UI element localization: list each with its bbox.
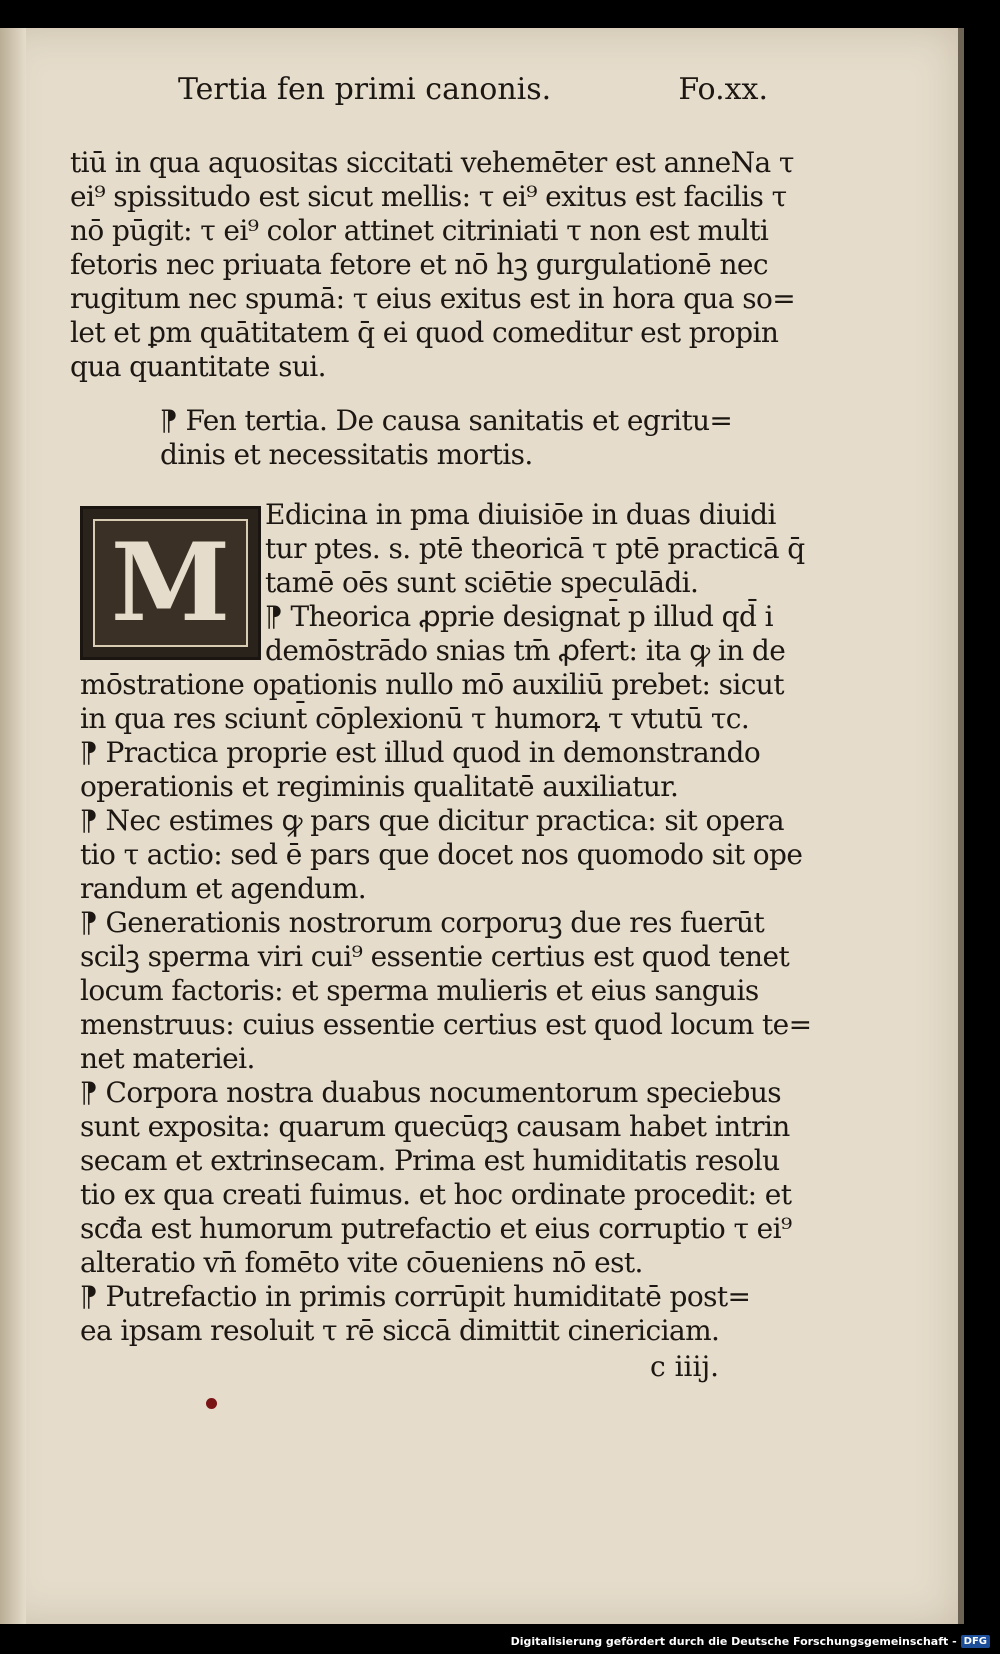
text-line: scđa est humorum putrefactio et eius corruptio τ ei⁹ <box>80 1212 792 1245</box>
text-line: let et ꝑm quātitatem q̄ ei quod comeditur est propin <box>70 316 779 349</box>
dfg-logo: DFG <box>961 1635 990 1648</box>
text-line: sunt exposita: quarum quecūqꝫ causam habet intrin <box>80 1110 790 1143</box>
text-line: qua quantitate sui. <box>70 350 326 383</box>
text-line: ⁋ Theorica ꝓprie designat̄ p illud qd̄ i <box>265 600 773 633</box>
header-title: Tertia fen primi canonis. <box>178 72 552 107</box>
text-line: ⁋ Corpora nostra duabus nocumentorum speciebus <box>80 1076 782 1109</box>
text-line: net materiei. <box>80 1042 255 1075</box>
text-line: randum et agendum. <box>80 872 367 905</box>
text-line: ⁋ Putrefactio in primis corrūpit humiditatē post= <box>80 1280 751 1313</box>
ink-dot <box>206 1398 217 1409</box>
text-line: ei⁹ spissitudo est sicut mellis: τ ei⁹ exitus est facilis τ <box>70 180 787 213</box>
text-line: operationis et regiminis qualitatē auxiliatur. <box>80 770 679 803</box>
section-rubric <box>160 404 732 472</box>
text-line: tiū in qua aquositas siccitati vehemēter est anneNa τ <box>70 146 794 179</box>
text-line: mōstratione opationis nullo mō auxiliū prebet: sicut <box>80 668 784 701</box>
text-line: menstruus: cuius essentie certius est quod locum te= <box>80 1008 812 1041</box>
footer-text: Digitalisierung gefördert durch die Deutsche Forschungsgemeinschaft - <box>510 1635 957 1648</box>
text-line: tio ex qua creati fuimus. et hoc ordinate procedit: et <box>80 1178 792 1211</box>
text-line: ⁋ Practica proprie est illud quod in demonstrando <box>80 736 761 769</box>
text-line: tamē oēs sunt sciētie speculādi. <box>265 566 699 599</box>
initial-letter: M <box>110 520 231 646</box>
page-gutter <box>0 28 26 1624</box>
opening-paragraph <box>70 146 795 384</box>
text-line: in qua res sciunt̄ cōplexionū τ humorꝝ τ vtutū τc. <box>80 702 750 735</box>
text-line: Edicina in pma diuisiōe in duas diuidi <box>265 498 776 531</box>
signature-mark: c iiij. <box>650 1350 720 1383</box>
text-line: tio τ actio: sed ē pars que docet nos quomodo sit ope <box>80 838 803 871</box>
text-line: nō pūgit: τ ei⁹ color attinet citriniati τ non est multi <box>70 214 769 247</box>
footer-credit <box>511 1635 990 1648</box>
text-line: ⁋ Nec estimes ꝙ pars que dicitur practica: sit opera <box>80 804 784 837</box>
folio-number: Fo.xx. <box>678 72 768 107</box>
text-line: alteratio vn̄ fomēto vite cōueniens nō est. <box>80 1246 643 1279</box>
text-line: fetoris nec priuata fetore et nō hꝫ gurgulationē nec <box>70 248 768 281</box>
text-line: locum factoris: et sperma mulieris et eius sanguis <box>80 974 759 1007</box>
text-line: rugitum nec spumā: τ eius exitus est in hora qua so= <box>70 282 796 315</box>
text-line: demōstrādo snias tm̄ ꝓfert: ita ꝙ in de <box>265 634 786 667</box>
rubric-line: dinis et necessitatis mortis. <box>160 438 533 471</box>
text-line: secam et extrinsecam. Prima est humiditatis resolu <box>80 1144 780 1177</box>
rubric-line: ⁋ Fen tertia. De causa sanitatis et egritu= <box>160 404 733 437</box>
text-line: ⁋ Generationis nostrorum corporuꝫ due res fuerūt <box>80 906 765 939</box>
text-line: ea ipsam resoluit τ rē siccā dimittit cinericiam. <box>80 1314 720 1347</box>
text-line: scilꝫ sperma viri cui⁹ essentie certius est quod tenet <box>80 940 790 973</box>
text-line: tur ptes. s. ptē theoricā τ ptē practicā q̄ <box>265 532 805 565</box>
main-text <box>80 498 811 1348</box>
